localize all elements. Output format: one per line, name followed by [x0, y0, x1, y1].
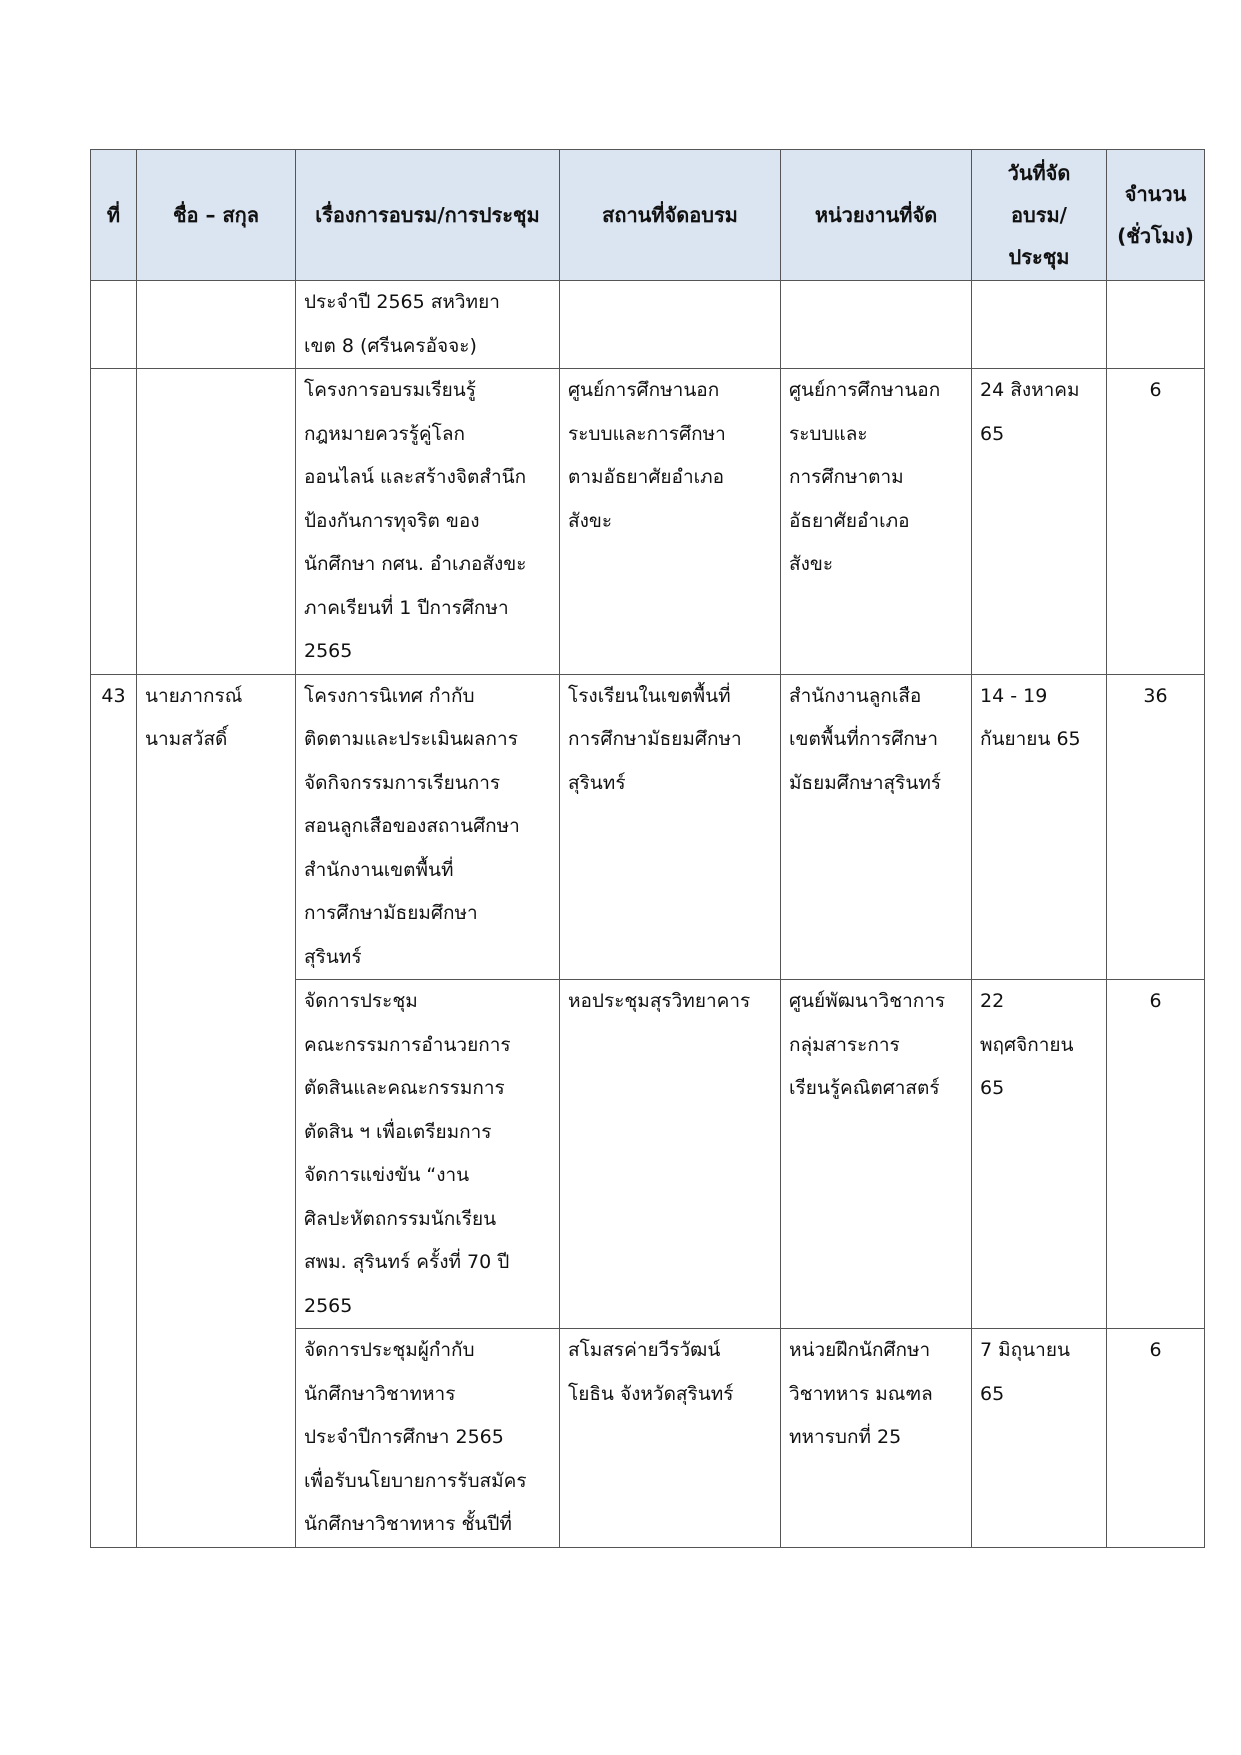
header-no: ที่ — [91, 150, 137, 281]
cell-date: 7 มิถุนายน 65 — [972, 1329, 1107, 1548]
cell-topic: โครงการอบรมเรียนรู้ กฎหมายควรรู้คู่โลก ออนไลน์ และสร้างจิตสำนึก ป้องกันการทุจริต ของ นักศึกษา กศน. อำเภอสังขะ ภาคเรียนที่ 1 ปีการศึกษา 2565 — [296, 369, 560, 675]
cell-name: นายภากรณ์ นามสวัสดิ์ — [137, 674, 296, 1547]
cell-topic: โครงการนิเทศ กำกับ ติดตามและประเมินผลการ จัดกิจกรรมการเรียนการ สอนลูกเสือของสถานศึกษา สำนักงานเขตพื้นที่ การศึกษามัธยมศึกษา สุรินทร์ — [296, 674, 560, 980]
header-date: วันที่จัด อบรม/ ประชุม — [972, 150, 1107, 281]
cell-date: 22 พฤศจิกายน 65 — [972, 980, 1107, 1329]
cell-date — [972, 281, 1107, 369]
cell-venue: ศูนย์การศึกษานอก ระบบและการศึกษา ตามอัธยาศัยอำเภอ สังขะ — [560, 369, 781, 675]
table-row — [91, 674, 1205, 980]
cell-hours: 6 — [1107, 369, 1205, 675]
header-row — [91, 150, 1205, 281]
header-hours: จำนวน (ชั่วโมง) — [1107, 150, 1205, 281]
cell-topic: ประจำปี 2565 สหวิทยา เขต 8 (ศรีนครอัจจะ) — [296, 281, 560, 369]
cell-venue — [560, 281, 781, 369]
cell-topic: จัดการประชุมผู้กำกับ นักศึกษาวิชาทหาร ประจำปีการศึกษา 2565 เพื่อรับนโยบายการรับสมัคร นักศึกษาวิชาทหาร ชั้นปีที่ — [296, 1329, 560, 1548]
table-row — [91, 369, 1205, 675]
cell-organizer — [781, 281, 972, 369]
cell-organizer: ศูนย์พัฒนาวิชาการ กลุ่มสาระการ เรียนรู้คณิตศาสตร์ — [781, 980, 972, 1329]
cell-hours — [1107, 281, 1205, 369]
cell-organizer: สำนักงานลูกเสือ เขตพื้นที่การศึกษา มัธยมศึกษาสุรินทร์ — [781, 674, 972, 980]
cell-venue: หอประชุมสุรวิทยาคาร — [560, 980, 781, 1329]
cell-venue: สโมสรค่ายวีรวัฒน์ โยธิน จังหวัดสุรินทร์ — [560, 1329, 781, 1548]
header-topic: เรื่องการอบรม/การประชุม — [296, 150, 560, 281]
cell-organizer: ศูนย์การศึกษานอก ระบบและ การศึกษาตาม อัธยาศัยอำเภอ สังขะ — [781, 369, 972, 675]
cell-hours: 36 — [1107, 674, 1205, 980]
cell-date: 24 สิงหาคม 65 — [972, 369, 1107, 675]
cell-name — [137, 281, 296, 369]
header-organizer: หน่วยงานที่จัด — [781, 150, 972, 281]
header-name: ชื่อ – สกุล — [137, 150, 296, 281]
cell-name — [137, 369, 296, 675]
cell-venue: โรงเรียนในเขตพื้นที่ การศึกษามัธยมศึกษา สุรินทร์ — [560, 674, 781, 980]
cell-no — [91, 281, 137, 369]
cell-date: 14 - 19 กันยายน 65 — [972, 674, 1107, 980]
cell-no — [91, 369, 137, 675]
cell-organizer: หน่วยฝึกนักศึกษา วิชาทหาร มณฑล ทหารบกที่ 25 — [781, 1329, 972, 1548]
cell-hours: 6 — [1107, 1329, 1205, 1548]
table-row — [91, 281, 1205, 369]
header-venue: สถานที่จัดอบรม — [560, 150, 781, 281]
training-record-table — [90, 149, 1205, 1548]
cell-no: 43 — [91, 674, 137, 1547]
cell-topic: จัดการประชุม คณะกรรมการอำนวยการ ตัดสินและคณะกรรมการ ตัดสิน ฯ เพื่อเตรียมการ จัดการแข่งขัน “งาน ศิลปะหัตถกรรมนักเรียน สพม. สุรินทร์ ครั้งที่ 70 ปี 2565 — [296, 980, 560, 1329]
cell-hours: 6 — [1107, 980, 1205, 1329]
